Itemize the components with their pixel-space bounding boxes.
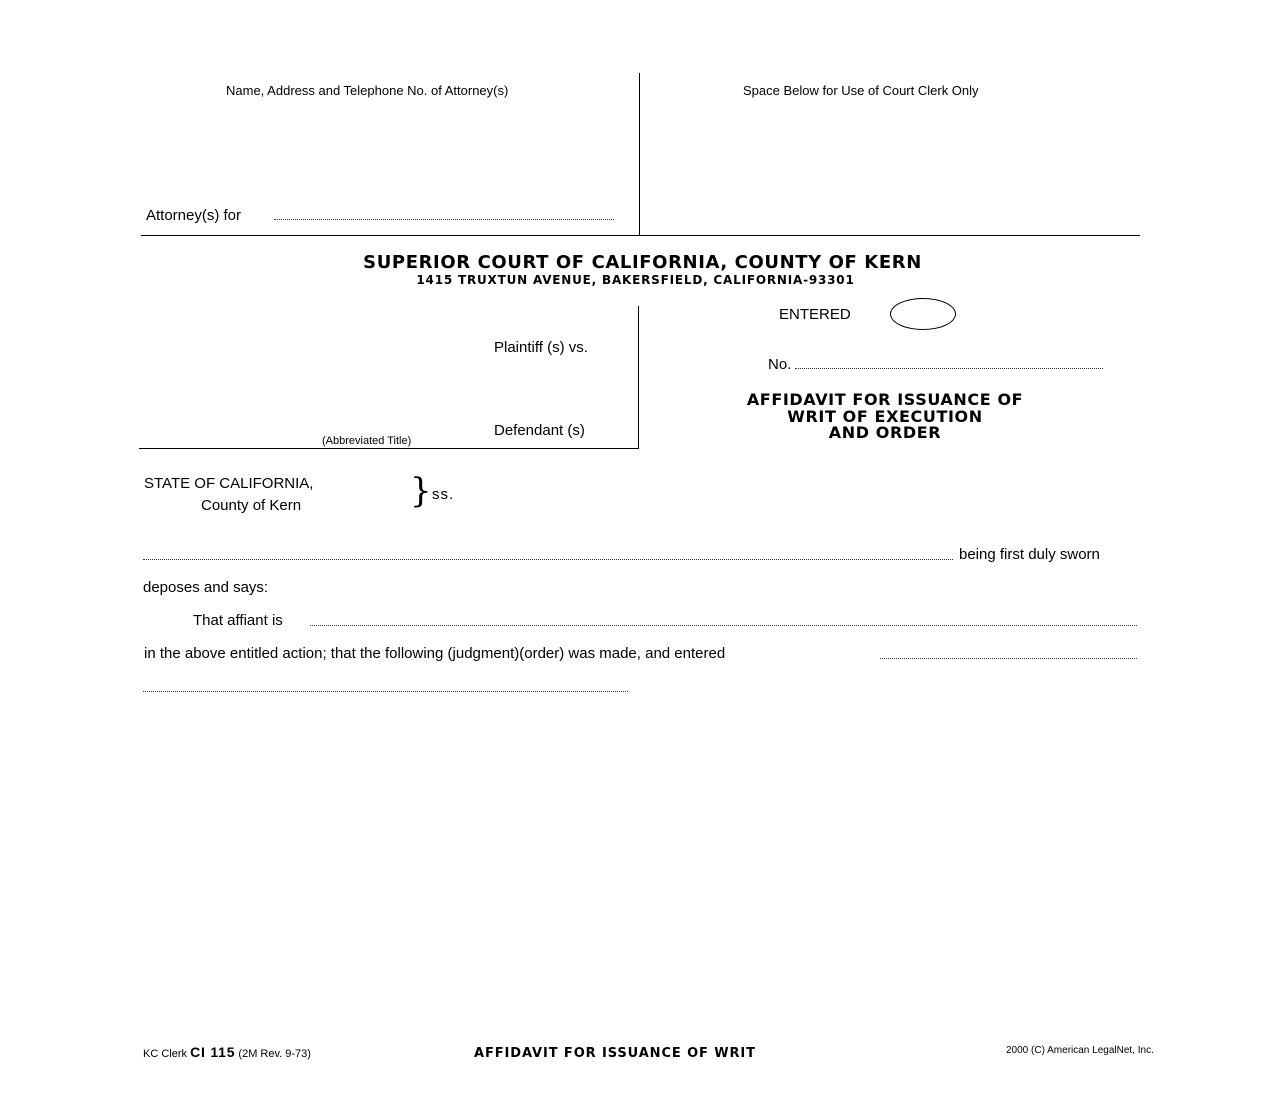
doc-title-line2: WRIT OF EXECUTION	[787, 407, 983, 426]
caption-bottom-rule	[139, 448, 639, 449]
affiant-is-label: That affiant is	[193, 612, 283, 629]
header-divider	[639, 73, 640, 235]
entered-on-line	[880, 658, 1137, 659]
venue-county: County of Kern	[201, 497, 302, 514]
case-no-label: No.	[768, 356, 792, 373]
venue-state: STATE OF CALIFORNIA,	[144, 475, 314, 492]
entered-on-field[interactable]	[882, 639, 1135, 657]
case-no-field[interactable]	[797, 349, 1101, 367]
footer-title: AFFIDAVIT FOR ISSUANCE OF WRIT	[474, 1046, 756, 1061]
affiant-name-line	[143, 559, 953, 560]
entered-line2-field[interactable]	[145, 672, 626, 690]
entered-line2	[143, 691, 628, 692]
case-no-line	[795, 368, 1103, 369]
deposes-text: deposes and says:	[143, 579, 269, 596]
entered-stamp-oval[interactable]	[890, 298, 956, 330]
footer-revision: (2M Rev. 9-73)	[238, 1048, 311, 1060]
entered-label: ENTERED	[779, 306, 851, 323]
footer-clerk-prefix: KC Clerk	[143, 1048, 188, 1060]
attorney-for-label: Attorney(s) for	[146, 207, 242, 224]
header-bottom-rule	[141, 235, 1140, 236]
venue-ss: ss.	[432, 486, 455, 503]
court-name: SUPERIOR COURT OF CALIFORNIA, COUNTY OF KERN	[363, 252, 922, 273]
footer-form-code: CI 115	[190, 1044, 236, 1060]
footer-form-id	[143, 1044, 311, 1060]
footer-copyright: 2000 (C) American LegalNet, Inc.	[1006, 1045, 1154, 1056]
affiant-is-line	[310, 625, 1137, 626]
action-text: in the above entitled action; that the following (judgment)(order) was made, and entered	[144, 645, 726, 662]
attorney-for-field[interactable]	[276, 200, 612, 218]
defendant-label: Defendant (s)	[494, 422, 585, 439]
court-address: 1415 TRUXTUN AVENUE, BAKERSFIELD, CALIFORNIA-93301	[416, 273, 855, 287]
attorney-for-line	[274, 219, 614, 220]
venue-brace: }	[410, 471, 432, 511]
affiant-is-field[interactable]	[312, 606, 1135, 624]
plaintiff-label: Plaintiff (s) vs.	[494, 339, 588, 356]
affiant-name-field[interactable]	[145, 540, 951, 558]
abbreviated-title-label: (Abbreviated Title)	[322, 435, 412, 447]
attorney-box-label: Name, Address and Telephone No. of Attorney(s)	[226, 83, 509, 98]
clerk-box-label: Space Below for Use of Court Clerk Only	[743, 83, 979, 98]
doc-title-line3: AND ORDER	[828, 423, 942, 442]
caption-divider	[638, 306, 639, 448]
sworn-suffix: being first duly sworn	[959, 546, 1100, 563]
doc-title-line1: AFFIDAVIT FOR ISSUANCE OF	[746, 390, 1024, 409]
